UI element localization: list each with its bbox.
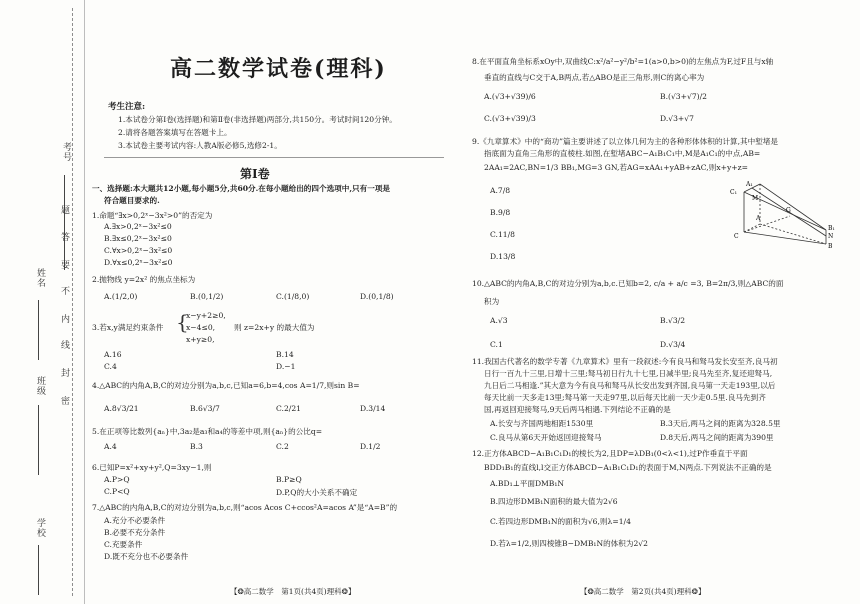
- option: A.√3: [490, 316, 508, 325]
- option: A.长安与齐国两地相距1530里: [490, 419, 594, 428]
- question-4: 4.△ABC的内角A,B,C的对边分别为a,b,c,已知a=6,b=4,cos A=1/7,则sin B=: [92, 381, 360, 390]
- question-7: 7.△ABC的内角A,B,C的对边分别为a,b,c,则“acos Acos C+ccos²A=acos A”是“A=B”的: [92, 503, 398, 512]
- option: B.9/8: [490, 208, 511, 217]
- fig-label: G: [786, 207, 791, 214]
- name-line: [38, 300, 39, 360]
- question-9: 9.《九章算术》中的“商功”篇主要讲述了以立体几何为主的各种形体体积的计算,其中堑堵是: [472, 137, 778, 146]
- option: A.∃x>0,2ˣ−3x²≤0: [104, 222, 172, 231]
- option: A.(√3+√39)/6: [484, 92, 536, 101]
- fig-label: N: [828, 233, 834, 240]
- question-1: 1.命题“∃x>0,2ˣ−3x²>0”的否定为: [92, 211, 213, 220]
- question-3: 3.若x,y满足约束条件: [92, 323, 164, 332]
- binding-margin: [0, 0, 85, 604]
- instructions: 一、选择题:本大题共12小题,每小题5分,共60分.在每小题给出的四个选项中,只有一项是: [92, 184, 390, 193]
- question-3-target: 则 z=2x+y 的最大值为: [234, 323, 315, 332]
- question-6: 6.已知P=x²+xy+y²,Q=3xy−1,则: [92, 463, 212, 472]
- question-11: 11.我国古代著名的数学专著《九章算术》里有一段叙述:今有良马和驽马发长安至齐,良马初: [472, 357, 778, 366]
- seal-char: 要: [59, 260, 69, 270]
- option: C.(1/8,0): [276, 292, 310, 301]
- option: C.1: [490, 340, 503, 349]
- question-9-cont: 指底面为直角三角形的直棱柱.如图,在堑堵ABC−A₁B₁C₁中,M是A₁C₁的中点,AB=: [484, 149, 761, 158]
- seal-char: 答: [59, 232, 69, 242]
- option: D.P,Q的大小关系不确定: [276, 488, 358, 497]
- name-label: 姓名: [35, 268, 45, 288]
- option: D.∀x≤0,2ˣ−3x²≤0: [104, 258, 173, 267]
- exam-title: 高二数学试卷(理科): [170, 56, 387, 82]
- question-8: 8.在平面直角坐标系xOy中,双曲线C:x²/a²−y²/b²=1(a>0,b>0)的左焦点为F,过F且与x轴: [472, 57, 774, 66]
- option: C.4: [104, 362, 117, 371]
- option: B.14: [276, 350, 294, 359]
- option: B.6√3/7: [190, 404, 220, 413]
- question-12-cont: BDD₁B₁的直线l,l交正方体ABCD−A₁B₁C₁D₁的表面于M,N两点.下列说法不正确的是: [484, 463, 772, 472]
- question-2: 2.抛物线 y=2x² 的焦点坐标为: [92, 275, 196, 284]
- seal-char: 不: [59, 286, 69, 296]
- option: A.(1/2,0): [104, 292, 138, 301]
- class-line: [38, 405, 39, 475]
- seal-char: 题: [59, 205, 69, 215]
- seal-dashed-line: [72, 8, 73, 596]
- option: C.11/8: [490, 230, 516, 239]
- option: C.2/21: [276, 404, 302, 413]
- constraint: x−4≤0,: [186, 323, 216, 332]
- fig-label: C₁: [730, 189, 737, 196]
- class-label: 班级: [35, 376, 45, 396]
- question-12: 12.正方体ABCD−A₁B₁C₁D₁的棱长为2,且DP=λDB₁(0<λ<1),过P作垂直于平面: [472, 449, 748, 458]
- seal-char: 线: [59, 340, 69, 350]
- option: D.既不充分也不必要条件: [104, 552, 189, 561]
- prism-figure: [730, 178, 838, 250]
- option: D.若λ=1/2,则四棱锥B−DMB₁N的体积为2√2: [490, 539, 648, 548]
- option: B.P≥Q: [276, 475, 302, 484]
- constraint: x+y≥0,: [186, 335, 215, 344]
- option: A.16: [104, 350, 122, 359]
- option: D.−1: [276, 362, 296, 371]
- school-line: [38, 545, 39, 595]
- fig-label: A₁: [746, 181, 753, 188]
- option: B.3天后,两马之间的距离为328.5里: [660, 419, 781, 428]
- school-label: 学校: [35, 518, 45, 538]
- option: D.3/14: [360, 404, 386, 413]
- option: C.充要条件: [104, 540, 143, 549]
- option: B.(√3+√7)/2: [660, 92, 708, 101]
- option: B.必要不充分条件: [104, 528, 166, 537]
- exam-number-label: 考号: [61, 142, 71, 162]
- notice-title: 考生注意:: [108, 102, 146, 112]
- instructions-cont: 符合题目要求的.: [104, 196, 160, 205]
- exam-number-line: [64, 175, 65, 270]
- fig-label: M: [752, 195, 759, 202]
- page-footer-right: 【❂高二数学 第2页(共4页)理科❂】: [580, 587, 706, 596]
- option: C.2: [276, 442, 289, 451]
- question-11-cont: 国,再返回迎接驽马,9天后两马相遇.下列结论不正确的是: [484, 405, 671, 414]
- option: D.(0,1/8): [360, 292, 394, 301]
- option: C.∀x>0,2ˣ−3x²≤0: [104, 246, 173, 255]
- option: D.13/8: [490, 252, 516, 261]
- question-10-cont: 积为: [484, 297, 500, 306]
- notice-line: 2.请将各题答案填写在答题卡上。: [118, 128, 232, 137]
- notice-line: 1.本试卷分第Ⅰ卷(选择题)和第Ⅱ卷(非选择题)两部分,共150分。考试时间120分钟。: [118, 115, 397, 124]
- fig-label: B: [828, 243, 833, 250]
- option: C.良马从第6天开始返回迎接驽马: [490, 433, 602, 442]
- option: D.√3/4: [660, 340, 686, 349]
- option: C.P<Q: [104, 487, 130, 496]
- option: A.充分不必要条件: [104, 516, 166, 525]
- option: B.四边形DMB₁N面积的最大值为2√6: [490, 497, 618, 506]
- option: D.8天后,两马之间的距离为390里: [660, 433, 774, 442]
- option: C.(√3+√39)/3: [484, 114, 536, 123]
- option: B.∃x≤0,2ˣ−3x²≤0: [104, 234, 172, 243]
- question-10: 10.△ABC的内角A,B,C的对边分别为a,b,c.已知b=2, c/a + a/c =3, B=2π/3,则△ABC的面: [472, 279, 784, 288]
- question-9-cont: 2AA₁=2AC,BN=1/3 BB₁,MG=3 GN,若AG=xAA₁+yAB+zAC,则x+y+z=: [484, 163, 748, 172]
- seal-char: 内: [59, 314, 69, 324]
- option: A.P>Q: [104, 475, 130, 484]
- option: A.7/8: [490, 186, 511, 195]
- fig-label: A: [756, 215, 761, 222]
- option: C.若四边形DMB₁N的面积为√6,则λ=1/4: [490, 517, 631, 526]
- seal-char: 密: [59, 396, 69, 406]
- divider: [104, 157, 444, 158]
- question-11-cont: 日行一百九十三里,日增十三里;驽马初日行九十七里,日减半里;良马先至齐,复还迎驽马,: [484, 369, 773, 378]
- brace: {: [176, 310, 189, 334]
- option: B.(0,1/2): [190, 292, 224, 301]
- fig-label: B₁: [828, 225, 835, 232]
- question-11-cont: 九日后二马相逢.”其大意为今有良马和驽马从长安出发到齐国,良马第一天走193里,以后: [484, 381, 776, 390]
- question-11-cont: 每天比前一天多走13里;驽马第一天走97里,以后每天比前一天少走0.5里.良马先到齐: [484, 393, 766, 402]
- option: B.√3/2: [660, 316, 686, 325]
- option: D.1/2: [360, 442, 381, 451]
- option: A.4: [104, 442, 117, 451]
- notice-line: 3.本试卷主要考试内容:人教A版必修5,选修2-1。: [118, 141, 282, 150]
- option: A.8√3/21: [104, 404, 139, 413]
- question-8-cont: 垂直的直线与C交于A,B两点,若△ABO是正三角形,则C的离心率为: [484, 73, 705, 82]
- question-5: 5.在正项等比数列{aₙ}中,3a₂是a₃和a₄的等差中项,则{aₙ}的公比q=: [92, 427, 323, 436]
- fig-label: C: [734, 233, 739, 240]
- seal-char: 封: [59, 368, 69, 378]
- section-heading: 第Ⅰ卷: [240, 167, 270, 181]
- constraint: x−y+2≥0,: [186, 311, 226, 320]
- page-footer-left: 【❂高二数学 第1页(共4页)理科❂】: [230, 587, 356, 596]
- option: A.BD₁⊥平面DMB₁N: [490, 479, 565, 488]
- option: B.3: [190, 442, 203, 451]
- option: D.√3+√7: [660, 114, 694, 123]
